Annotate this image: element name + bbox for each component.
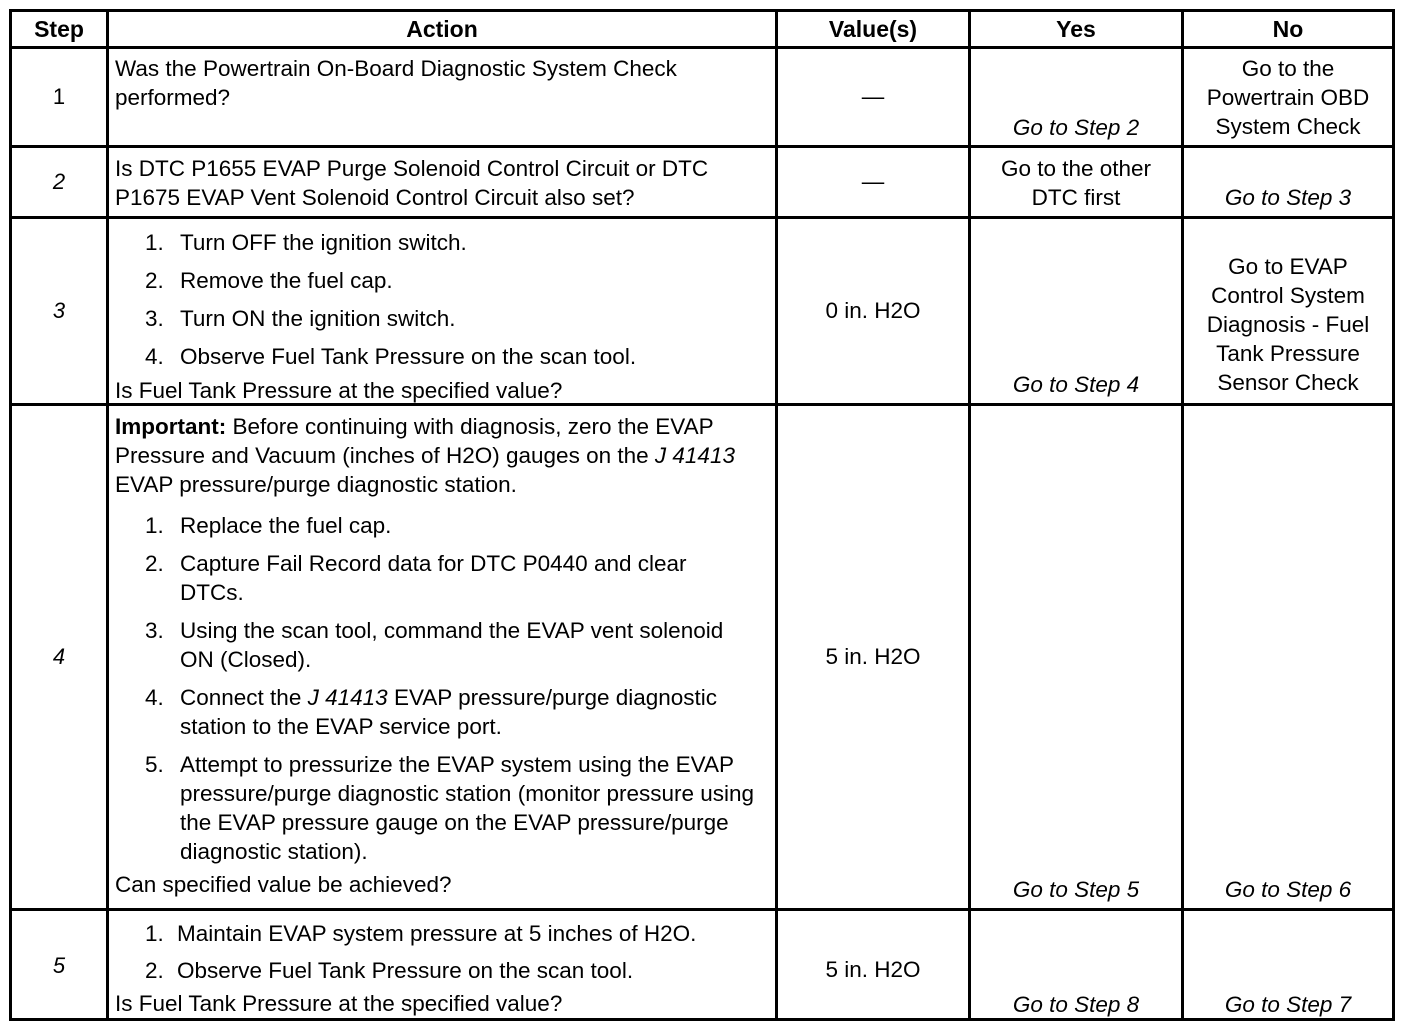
value-cell: 5 in. H2O <box>825 644 921 669</box>
yes-cell: Go to Step 4 <box>1012 372 1140 397</box>
value-cell: — <box>861 84 885 109</box>
list-item: 4. Connect the J 41413 EVAP pressure/purge diagnostic station to the EVAP service port. <box>145 685 718 739</box>
tool-ref: J 41413 <box>307 685 388 710</box>
list-item: 1. Replace the fuel cap. <box>145 513 392 538</box>
divider <box>12 46 1392 49</box>
no-cell: Go to Step 7 <box>1224 992 1352 1017</box>
header-action: Action <box>406 16 478 42</box>
action-text: Was the Powertrain On-Board Diagnostic System Check performed? <box>115 56 677 110</box>
list-item: 2. Observe Fuel Tank Pressure on the scan tool. <box>145 958 634 983</box>
yes-cell: Go to the other DTC first <box>1000 156 1152 210</box>
action-block <box>109 915 775 1018</box>
step-number: 4 <box>52 644 66 669</box>
no-cell: Go to Step 3 <box>1224 185 1352 210</box>
diagnostic-table <box>9 9 1395 1021</box>
yes-cell: Go to Step 8 <box>1012 992 1140 1017</box>
yes-cell: Go to Step 2 <box>1012 115 1140 140</box>
divider <box>12 216 1392 219</box>
divider <box>12 908 1392 911</box>
header-step: Step <box>34 16 84 42</box>
value-cell: 0 in. H2O <box>825 298 921 323</box>
yes-cell: Go to Step 5 <box>1012 877 1140 902</box>
list-item: 4. Observe Fuel Tank Pressure on the scan tool. <box>145 344 637 369</box>
action-list <box>115 915 769 989</box>
header-no: No <box>1272 16 1304 42</box>
action-list <box>115 224 769 376</box>
step-number: 5 <box>52 953 66 978</box>
action-block <box>109 224 775 405</box>
action-text: Is DTC P1655 EVAP Purge Solenoid Control Circuit or DTC P1675 EVAP Vent Solenoid Control Circuit also set? <box>115 156 709 210</box>
list-item: 5. Attempt to pressurize the EVAP system using the EVAP pressure/purge diagnostic station (monitor pressure using the EVAP pressure gauge on the EVAP pressure/purge diagnostic station). <box>145 752 755 864</box>
value-cell: 5 in. H2O <box>825 957 921 982</box>
list-item: 2. Remove the fuel cap. <box>145 268 393 293</box>
important-label: Important: <box>115 414 227 439</box>
step-number: 1 <box>52 84 66 109</box>
list-item: 3. Turn ON the ignition switch. <box>145 306 456 331</box>
no-cell: Go to the Powertrain OBD System Check <box>1206 56 1370 139</box>
action-block <box>109 412 775 899</box>
header-values: Value(s) <box>828 16 918 42</box>
list-item: 3. Using the scan tool, command the EVAP vent solenoid ON (Closed). <box>145 618 724 672</box>
divider <box>12 145 1392 148</box>
step-number: 2 <box>52 169 66 194</box>
action-list <box>115 511 755 866</box>
action-question: Is Fuel Tank Pressure at the specified value? <box>115 991 563 1016</box>
value-cell: — <box>861 169 885 194</box>
list-item: 2. Capture Fail Record data for DTC P0440 and clear DTCs. <box>145 551 687 605</box>
action-question: Can specified value be achieved? <box>115 872 452 897</box>
tool-ref: J 41413 <box>654 443 735 468</box>
divider <box>968 12 971 1018</box>
no-cell: Go to EVAP Control System Diagnosis - Fuel Tank Pressure Sensor Check <box>1206 254 1370 395</box>
important-note: Important: Before continuing with diagnosis, zero the EVAP Pressure and Vacuum (inches of H2O) gauges on the J 41413 EVAP pressure/purge diagnostic station. <box>115 414 735 497</box>
action-question: Is Fuel Tank Pressure at the specified value? <box>115 378 563 403</box>
step-number: 3 <box>52 298 66 323</box>
no-cell: Go to Step 6 <box>1224 877 1352 902</box>
divider <box>1181 12 1184 1018</box>
list-item: 1. Maintain EVAP system pressure at 5 inches of H2O. <box>145 921 697 946</box>
header-yes: Yes <box>1056 16 1096 42</box>
list-item: 1. Turn OFF the ignition switch. <box>145 230 467 255</box>
